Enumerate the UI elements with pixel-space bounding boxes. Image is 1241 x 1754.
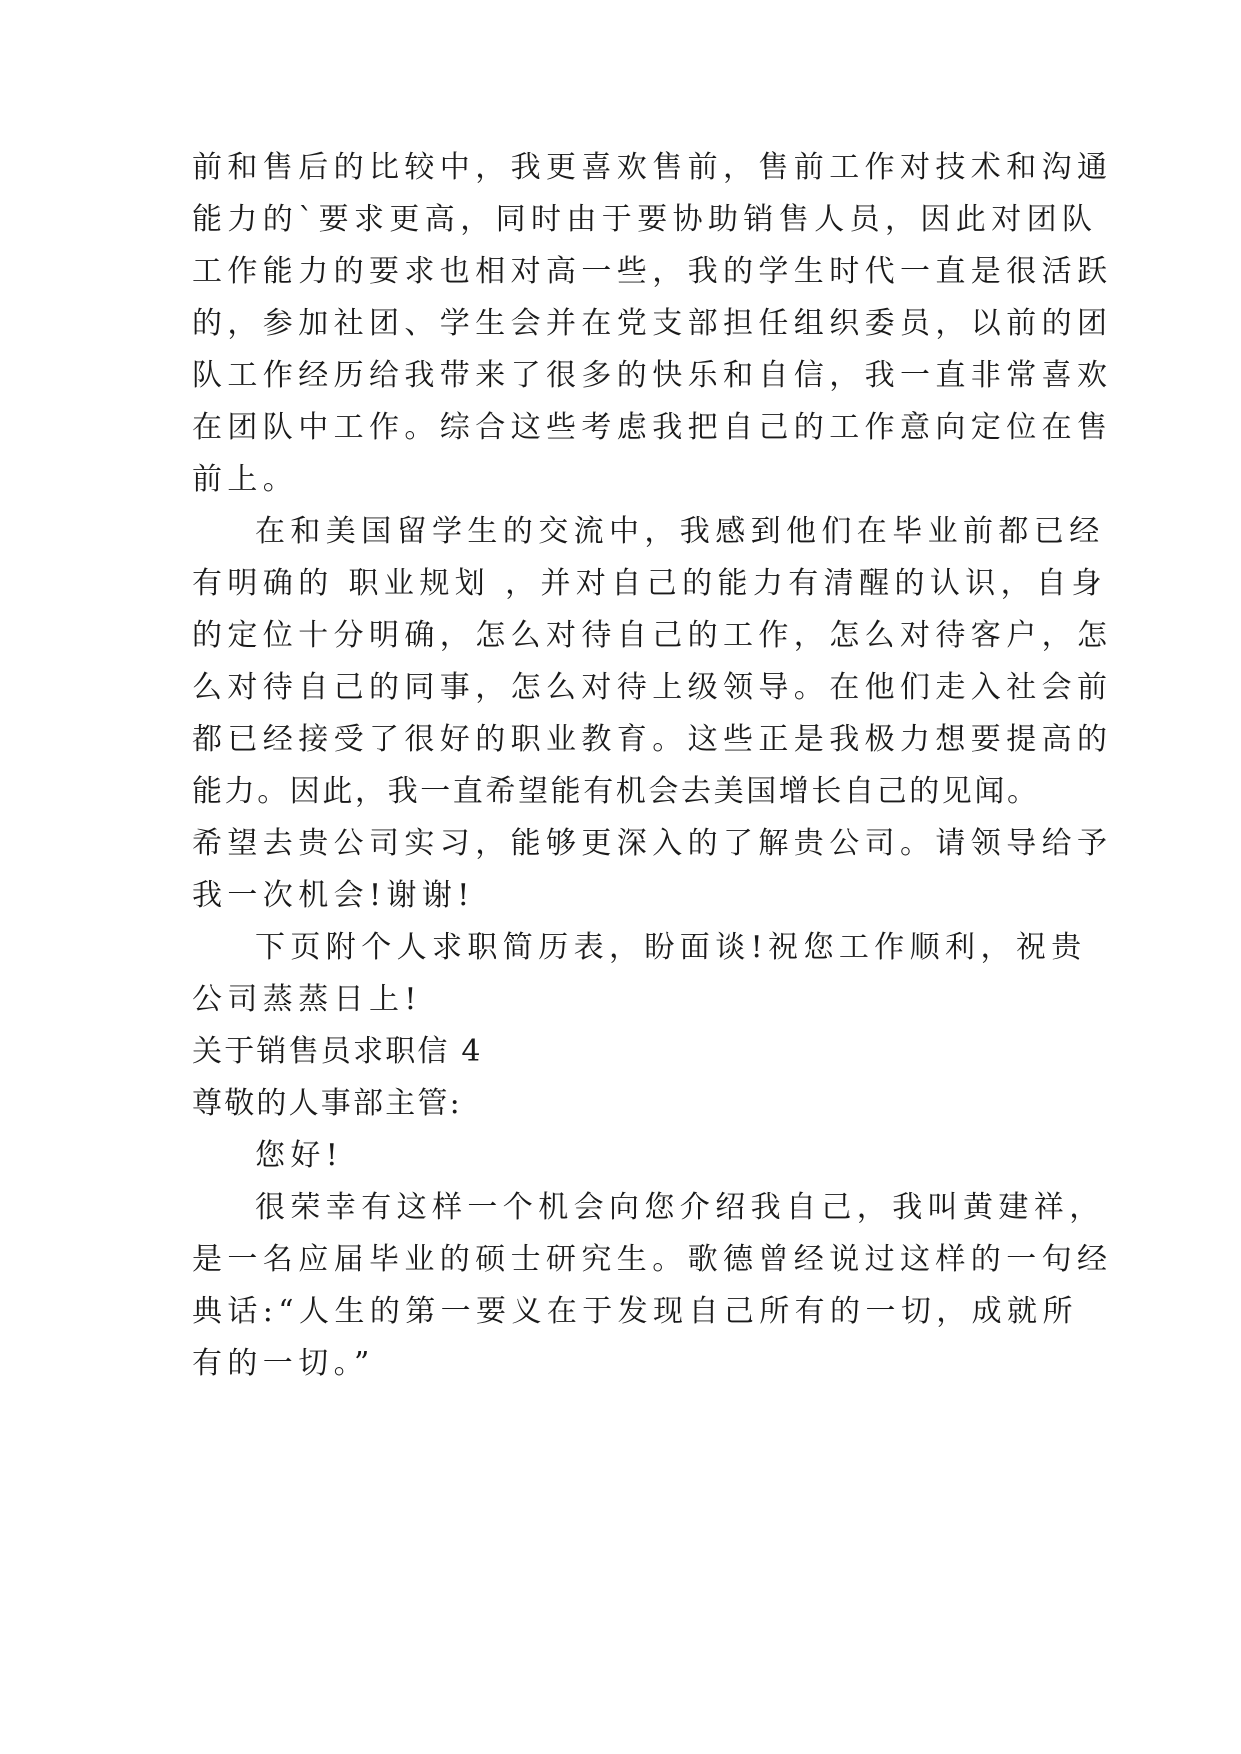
text-line: 在团队中工作。综合这些考虑我把自己的工作意向定位在售 [192, 410, 1113, 445]
paragraph-first-line: 下页附个人求职简历表，盼面谈!祝您工作顺利，祝贵 [255, 930, 1087, 965]
greeting: 您好! [255, 1138, 344, 1173]
text-line: 么对待自己的同事，怎么对待上级领导。在他们走入社会前 [192, 670, 1113, 705]
text-line: 能力的`要求更高，同时由于要协助销售人员，因此对团队 [192, 202, 1098, 237]
text-line: 是一名应届毕业的硕士研究生。歌德曾经说过这样的一句经 [192, 1242, 1113, 1277]
text-line: 的定位十分明确，怎么对待自己的工作，怎么对待客户，怎 [192, 618, 1113, 653]
text-line: 工作能力的要求也相对高一些，我的学生时代一直是很活跃 [192, 254, 1113, 289]
text-line: 的，参加社团、学生会并在党支部担任组织委员，以前的团 [192, 306, 1113, 341]
text-line: 公司蒸蒸日上! [192, 982, 422, 1017]
salutation: 尊敬的人事部主管: [192, 1086, 462, 1121]
text-line: 希望去贵公司实习，能够更深入的了解贵公司。请领导给予 [192, 826, 1113, 861]
text-line: 能力。因此，我一直希望能有机会去美国增长自己的见闻。 [192, 774, 1040, 809]
text-line: 前和售后的比较中，我更喜欢售前，售前工作对技术和沟通 [192, 150, 1113, 185]
text-line: 队工作经历给我带来了很多的快乐和自信，我一直非常喜欢 [192, 358, 1113, 393]
text-line: 典话:“人生的第一要义在于发现自己所有的一切，成就所 [192, 1294, 1078, 1329]
paragraph-first-line: 很荣幸有这样一个机会向您介绍我自己，我叫黄建祥， [255, 1190, 1105, 1225]
section-title: 关于销售员求职信 4 [192, 1034, 483, 1069]
text-line: 都已经接受了很好的职业教育。这些正是我极力想要提高的 [192, 722, 1113, 757]
text-line: 我一次机会!谢谢! [192, 878, 475, 913]
text-line: 有的一切。” [192, 1346, 375, 1381]
text-line: 有明确的 职业规划 ，并对自己的能力有清醒的认识，自身 [192, 566, 1107, 601]
text-line: 前上。 [192, 462, 299, 497]
paragraph-first-line: 在和美国留学生的交流中，我感到他们在毕业前都已经 [255, 514, 1105, 549]
